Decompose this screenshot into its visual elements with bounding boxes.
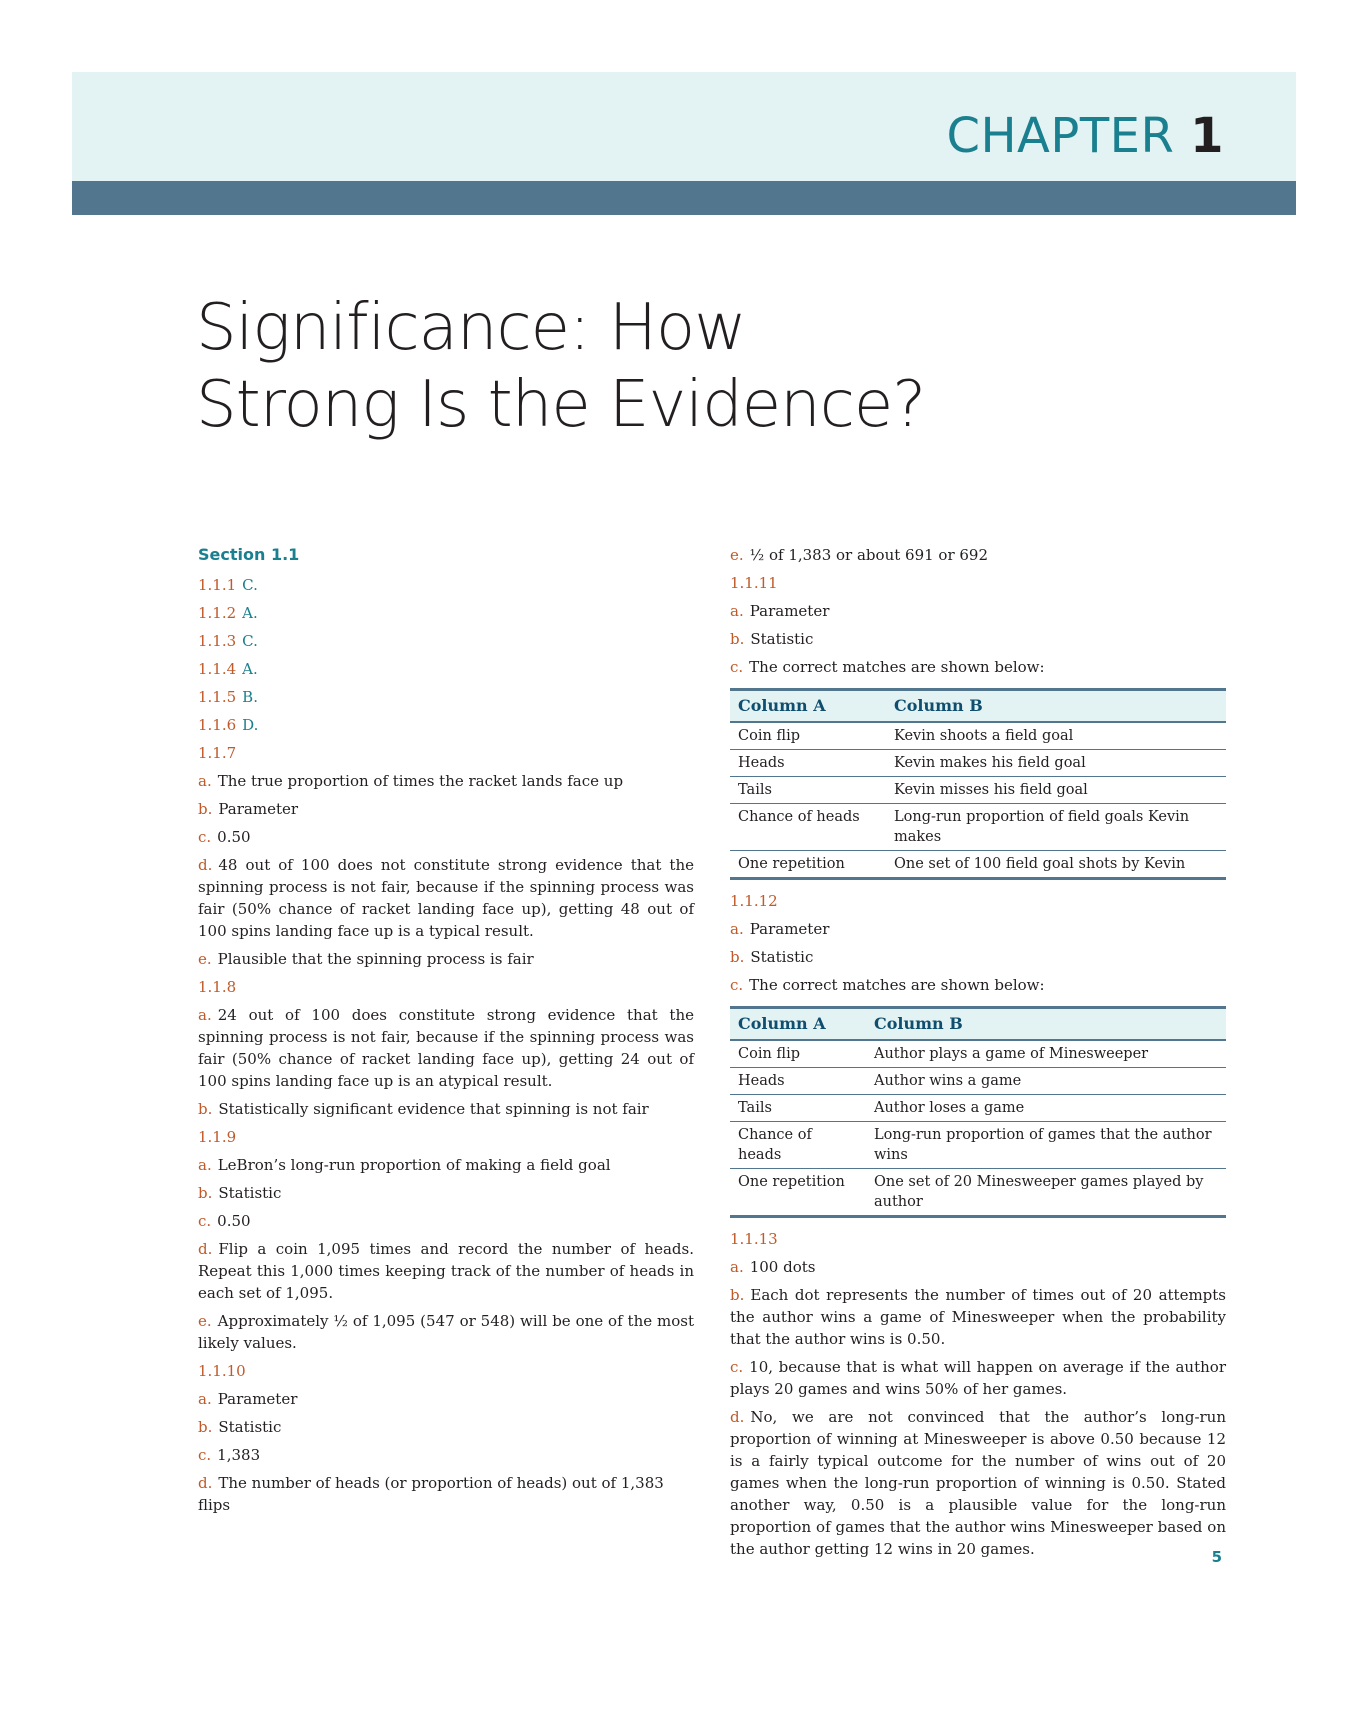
problem-1-1-6 bbox=[198, 714, 694, 736]
table-cell: Long-run proportion of field goals Kevin makes bbox=[886, 804, 1226, 851]
answer: A. bbox=[242, 604, 258, 622]
problem-number: 1.1.2 bbox=[198, 604, 237, 622]
answer: C. bbox=[242, 576, 258, 594]
part-text: Parameter bbox=[218, 800, 299, 818]
table-row bbox=[730, 1040, 1226, 1068]
table-row bbox=[730, 804, 1226, 851]
table-cell: Chance of heads bbox=[730, 1122, 866, 1169]
answer-part bbox=[730, 1256, 1226, 1278]
title-line-1: Significance: How bbox=[196, 291, 746, 365]
part-text: Statistic bbox=[218, 1418, 282, 1436]
part-label: c. bbox=[730, 1358, 744, 1376]
answer-part bbox=[198, 1154, 694, 1176]
part-label: a. bbox=[730, 920, 744, 938]
table-row bbox=[730, 1169, 1226, 1217]
part-text: The number of heads (or proportion of heads) out of 1,383 flips bbox=[198, 1474, 664, 1514]
chapter-number: 1 bbox=[1190, 108, 1224, 164]
problem-number: 1.1.1 bbox=[198, 576, 237, 594]
part-text: No, we are not convinced that the author’s long-run proportion of winning at Minesweeper is above 0.50 because 12 is a fairly typical outcome for the number of wins out of 20 games when the long-run proportion of winning is 0.50. Stated another way, 0.50 is a plausible value for the long-run proportion of games that the author wins Minesweeper based on the author getting 12 wins in 20 games. bbox=[730, 1408, 1226, 1558]
part-label: c. bbox=[730, 976, 744, 994]
part-text: Flip a coin 1,095 times and record the number of heads. Repeat this 1,000 times keeping track of the number of heads in each set of 1,095. bbox=[198, 1240, 694, 1302]
answer-part bbox=[730, 600, 1226, 622]
section-heading: Section 1.1 bbox=[198, 545, 300, 564]
answer-part bbox=[198, 1098, 694, 1120]
answer-part bbox=[730, 918, 1226, 940]
column-header: Column B bbox=[866, 1008, 1226, 1041]
table-cell: Coin flip bbox=[730, 722, 886, 750]
table-cell: Author wins a game bbox=[866, 1068, 1226, 1095]
answer: A. bbox=[242, 660, 258, 678]
part-label: a. bbox=[198, 772, 212, 790]
part-text: The correct matches are shown below: bbox=[749, 658, 1045, 676]
part-label: a. bbox=[730, 602, 744, 620]
part-label: d. bbox=[198, 856, 213, 874]
problem-number: 1.1.4 bbox=[198, 660, 237, 678]
part-label: c. bbox=[198, 1212, 212, 1230]
table-cell: Heads bbox=[730, 1068, 866, 1095]
answer-part bbox=[198, 1004, 694, 1092]
part-text: Statistic bbox=[750, 948, 814, 966]
answer-part bbox=[198, 1182, 694, 1204]
problem-number: 1.1.8 bbox=[198, 978, 237, 996]
table-row bbox=[730, 1068, 1226, 1095]
matching-table-1-1-11 bbox=[730, 688, 1226, 880]
problem-number: 1.1.3 bbox=[198, 632, 237, 650]
problem-number: 1.1.6 bbox=[198, 716, 237, 734]
part-text: Approximately ½ of 1,095 (547 or 548) will be one of the most likely values. bbox=[198, 1312, 694, 1352]
answer-part bbox=[730, 656, 1226, 678]
part-label: d. bbox=[198, 1240, 213, 1258]
answer-part bbox=[198, 826, 694, 848]
table-cell: One set of 100 field goal shots by Kevin bbox=[894, 856, 1186, 872]
part-label: b. bbox=[198, 800, 213, 818]
part-label: d. bbox=[198, 1474, 213, 1492]
column-header: Column A bbox=[730, 690, 886, 723]
table-cell: One repetition bbox=[738, 856, 845, 872]
answer-part bbox=[198, 1472, 694, 1516]
answer-part bbox=[198, 1310, 694, 1354]
part-text: 24 out of 100 does constitute strong evidence that the spinning process is not fair, because if the spinning process was fair (50% chance of racket landing face up), getting 24 out of 100 spins landing face up is an atypical result. bbox=[198, 1006, 694, 1090]
answer-part bbox=[730, 1406, 1226, 1560]
answer-part bbox=[198, 1444, 694, 1466]
part-text: 10, because that is what will happen on average if the author plays 20 games and wins 50% of her games. bbox=[730, 1358, 1226, 1398]
problem-number: 1.1.11 bbox=[730, 574, 778, 592]
part-text: Statistic bbox=[750, 630, 814, 648]
table-cell: Heads bbox=[730, 750, 886, 777]
part-label: c. bbox=[730, 658, 744, 676]
answer-part bbox=[198, 1210, 694, 1232]
problem-1-1-4 bbox=[198, 658, 694, 680]
part-text: 1,383 bbox=[217, 1446, 261, 1464]
part-label: c. bbox=[198, 828, 212, 846]
answer-part bbox=[730, 946, 1226, 968]
table-row bbox=[730, 722, 1226, 750]
part-label: a. bbox=[198, 1006, 212, 1024]
chapter-banner-bar bbox=[72, 181, 1296, 215]
part-label: e. bbox=[730, 546, 744, 564]
problem-number: 1.1.7 bbox=[198, 744, 237, 762]
part-text: Parameter bbox=[217, 1390, 298, 1408]
answer-part bbox=[198, 854, 694, 942]
chapter-label bbox=[946, 108, 1224, 164]
answer-part bbox=[730, 974, 1226, 996]
part-text: ½ of 1,383 or about 691 or 692 bbox=[749, 546, 989, 564]
part-label: b. bbox=[730, 630, 745, 648]
part-text: 100 dots bbox=[749, 1258, 816, 1276]
part-text: 0.50 bbox=[217, 828, 251, 846]
table-row bbox=[730, 1095, 1226, 1122]
problem-1-1-5 bbox=[198, 686, 694, 708]
part-label: e. bbox=[198, 1312, 212, 1330]
answer-part bbox=[198, 948, 694, 970]
table-cell: Tails bbox=[730, 1095, 866, 1122]
table-cell: One set of 20 Minesweeper games played by author bbox=[874, 1174, 1204, 1210]
part-label: c. bbox=[198, 1446, 212, 1464]
part-label: a. bbox=[198, 1390, 212, 1408]
part-label: b. bbox=[730, 948, 745, 966]
problem-1-1-2 bbox=[198, 602, 694, 624]
answer-part bbox=[730, 628, 1226, 650]
part-text: Plausible that the spinning process is fair bbox=[217, 950, 534, 968]
problem-number: 1.1.5 bbox=[198, 688, 237, 706]
table-cell: Long-run proportion of games that the author wins bbox=[866, 1122, 1226, 1169]
chapter-word: CHAPTER bbox=[946, 108, 1175, 164]
answer-part bbox=[198, 1238, 694, 1304]
part-label: b. bbox=[198, 1418, 213, 1436]
part-label: a. bbox=[730, 1258, 744, 1276]
part-text: Parameter bbox=[749, 920, 830, 938]
table-cell: One repetition bbox=[738, 1174, 845, 1190]
problem-number: 1.1.10 bbox=[198, 1362, 246, 1380]
part-label: b. bbox=[730, 1286, 745, 1304]
part-label: b. bbox=[198, 1100, 213, 1118]
answer: D. bbox=[242, 716, 259, 734]
part-label: b. bbox=[198, 1184, 213, 1202]
problem-number: 1.1.12 bbox=[730, 892, 778, 910]
part-text: 0.50 bbox=[217, 1212, 251, 1230]
table-header-row bbox=[730, 1008, 1226, 1041]
part-text: Each dot represents the number of times out of 20 attempts the author wins a game of Minesweeper when the probability that the author wins is 0.50. bbox=[730, 1286, 1226, 1348]
problem-1-1-1 bbox=[198, 574, 694, 596]
part-text: The true proportion of times the racket lands face up bbox=[217, 772, 624, 790]
answer: C. bbox=[242, 632, 258, 650]
answer-part bbox=[730, 1356, 1226, 1400]
answer-part bbox=[198, 1388, 694, 1410]
table-cell: Kevin shoots a field goal bbox=[886, 722, 1226, 750]
table-cell: Author plays a game of Minesweeper bbox=[866, 1040, 1226, 1068]
part-text: 48 out of 100 does not constitute strong evidence that the spinning process is not fair, because if the spinning process was fair (50% chance of racket landing face up), getting 48 out of 100 spins landing face up is a typical result. bbox=[198, 856, 694, 940]
table-cell: Author loses a game bbox=[866, 1095, 1226, 1122]
problem-number: 1.1.13 bbox=[730, 1230, 778, 1248]
table-row bbox=[730, 1122, 1226, 1169]
part-label: a. bbox=[198, 1156, 212, 1174]
answer-part bbox=[198, 1416, 694, 1438]
problem-number: 1.1.9 bbox=[198, 1128, 237, 1146]
part-text: LeBron’s long-run proportion of making a field goal bbox=[217, 1156, 611, 1174]
part-text: Statistic bbox=[218, 1184, 282, 1202]
title-line-2: Strong Is the Evidence? bbox=[196, 368, 926, 442]
column-header: Column A bbox=[730, 1008, 866, 1041]
table-cell: Chance of heads bbox=[730, 804, 886, 851]
right-column bbox=[730, 544, 1226, 1566]
answer: B. bbox=[242, 688, 258, 706]
table-cell: Kevin misses his field goal bbox=[886, 777, 1226, 804]
answer-part bbox=[730, 1284, 1226, 1350]
table-cell: Tails bbox=[730, 777, 886, 804]
table-row bbox=[730, 750, 1226, 777]
answer-part bbox=[198, 798, 694, 820]
answer-part bbox=[730, 544, 1226, 566]
part-text: The correct matches are shown below: bbox=[749, 976, 1045, 994]
part-label: e. bbox=[198, 950, 212, 968]
answer-part bbox=[198, 770, 694, 792]
table-cell: Coin flip bbox=[730, 1040, 866, 1068]
part-label: d. bbox=[730, 1408, 745, 1426]
page-title bbox=[196, 290, 1196, 444]
column-header: Column B bbox=[886, 690, 1226, 723]
table-row bbox=[730, 777, 1226, 804]
left-column bbox=[198, 544, 694, 1522]
problem-1-1-3 bbox=[198, 630, 694, 652]
page-number: 5 bbox=[1211, 1548, 1222, 1566]
table-cell: Kevin makes his field goal bbox=[886, 750, 1226, 777]
table-header-row bbox=[730, 690, 1226, 723]
part-text: Statistically significant evidence that spinning is not fair bbox=[218, 1100, 649, 1118]
matching-table-1-1-12 bbox=[730, 1006, 1226, 1218]
part-text: Parameter bbox=[749, 602, 830, 620]
table-row bbox=[730, 851, 1226, 879]
